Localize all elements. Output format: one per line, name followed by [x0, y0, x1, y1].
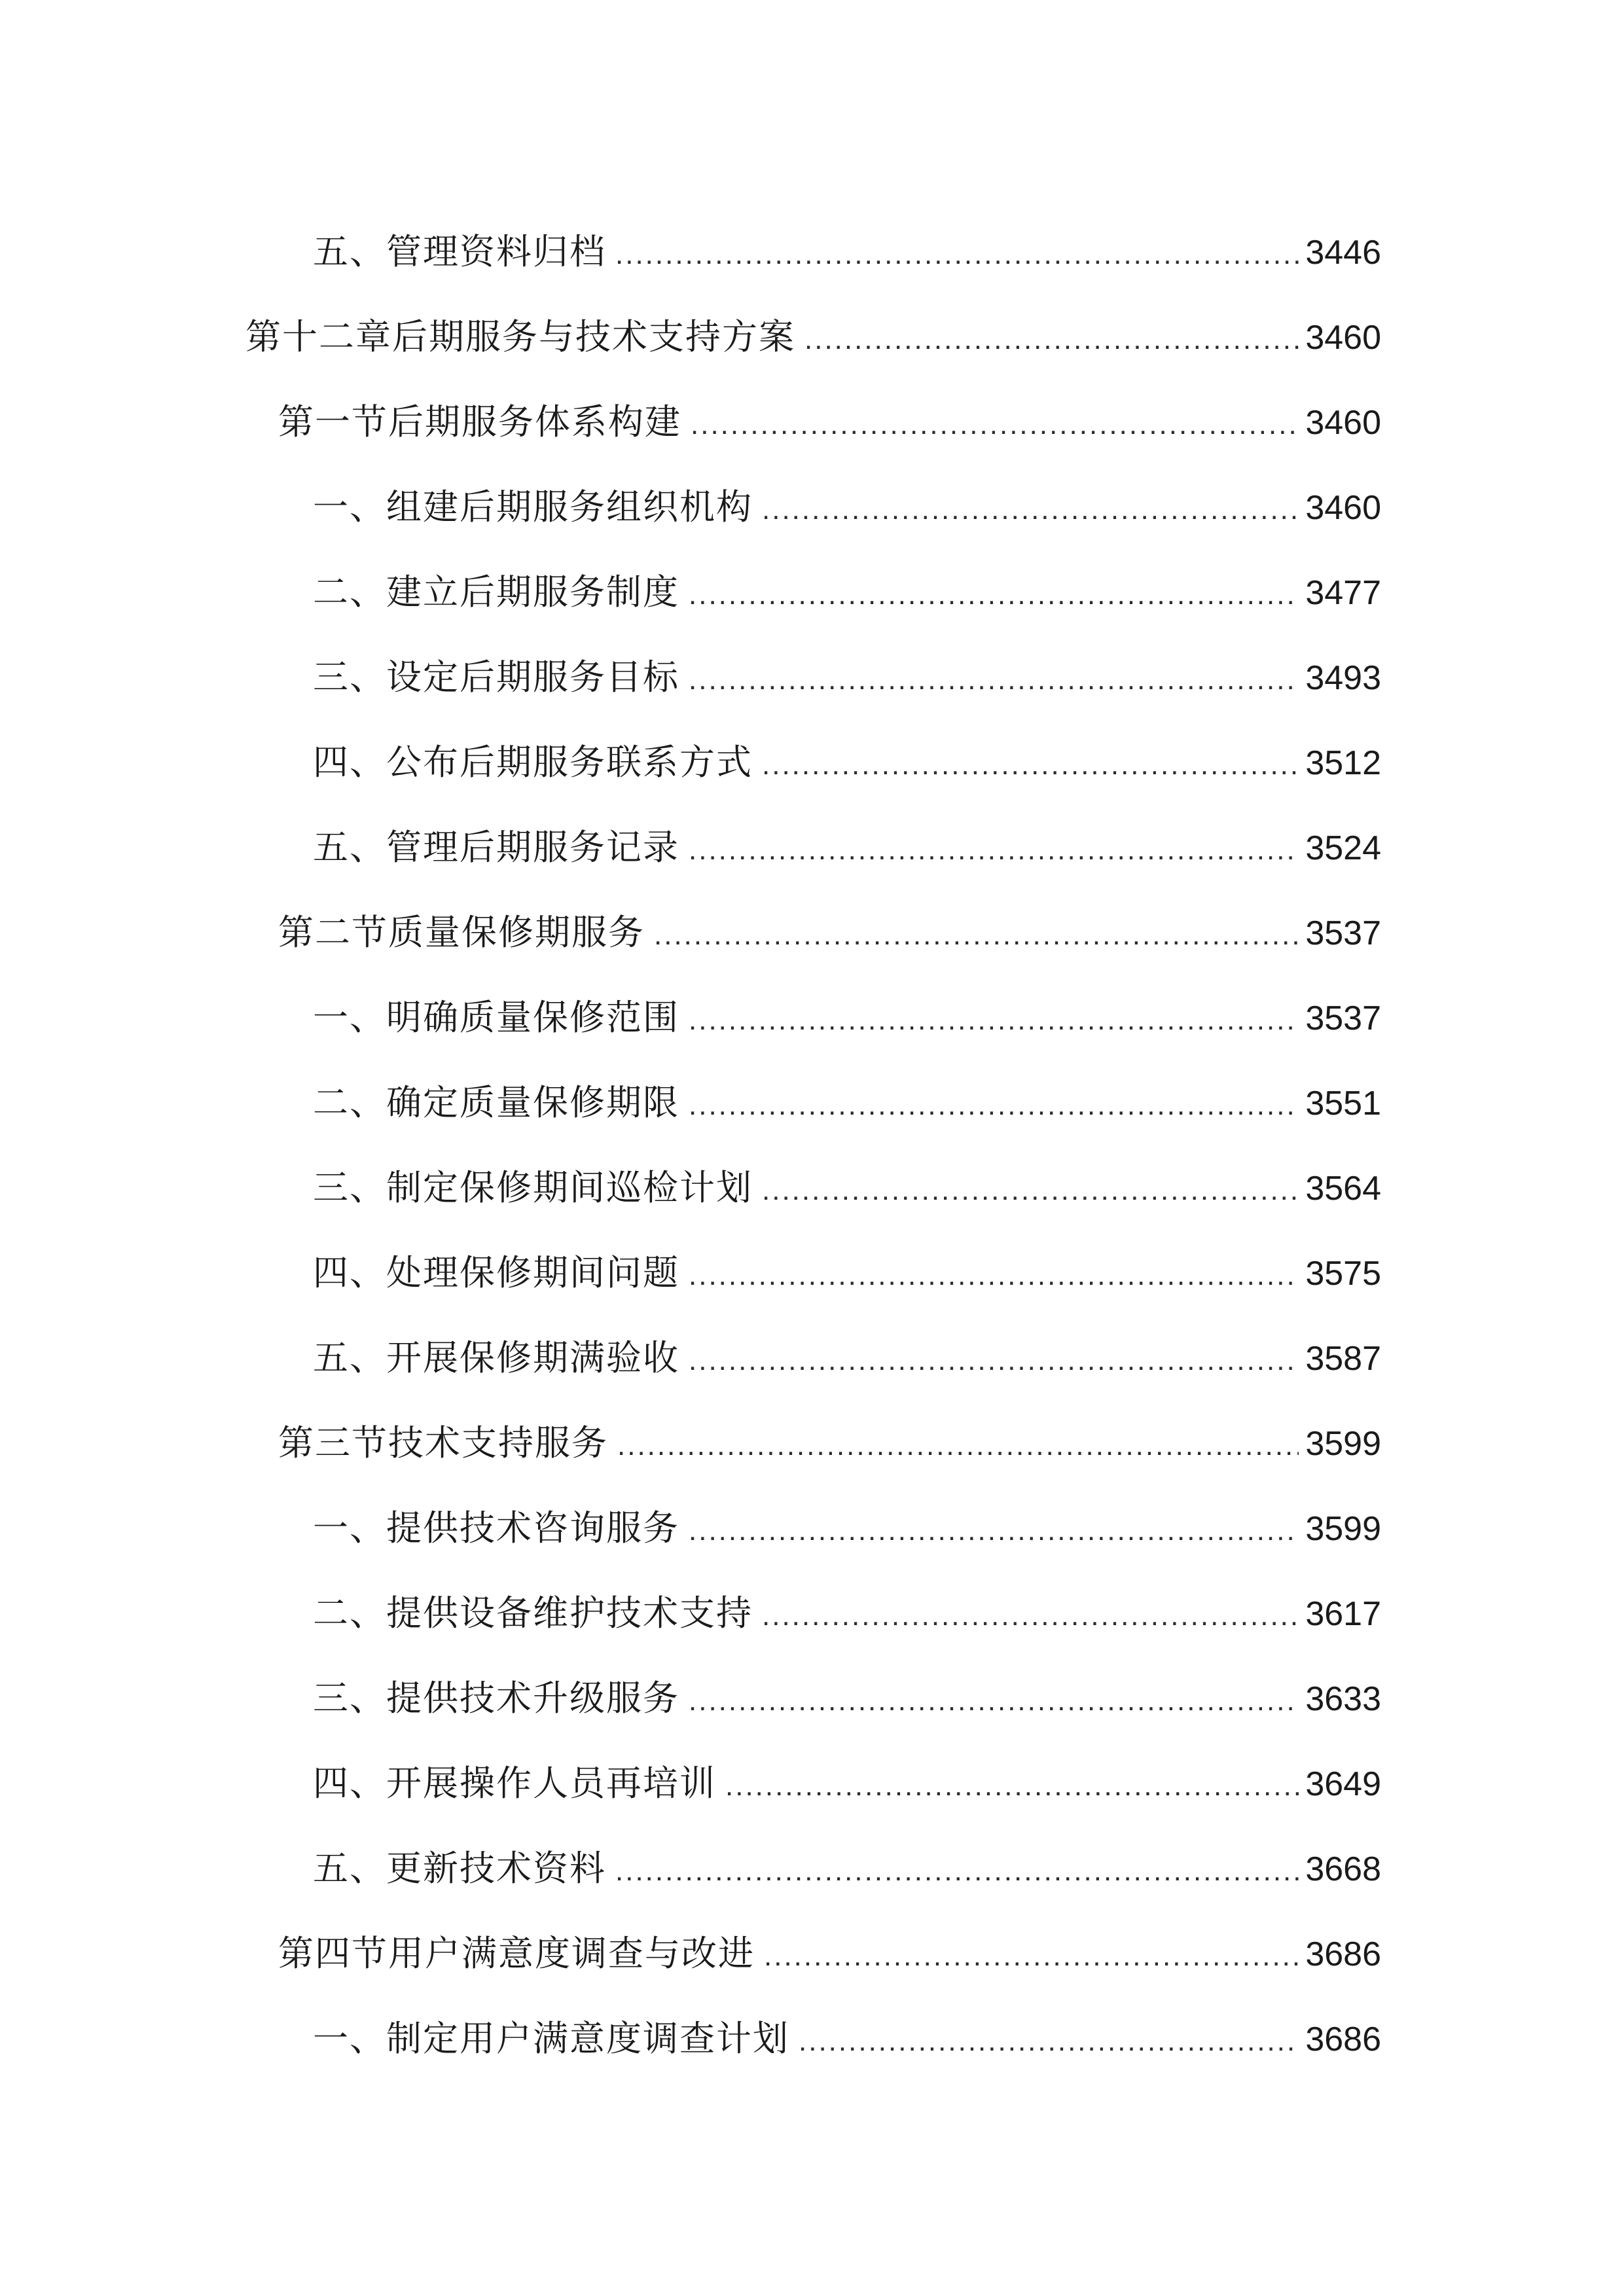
toc-entry-title: 一、制定用户满意度调查计划	[313, 2018, 789, 2059]
toc-entry-page-number: 3493	[1305, 659, 1381, 697]
toc-entry-page-number: 3668	[1305, 1850, 1381, 1888]
toc-entry	[0, 1145, 1381, 1230]
toc-entry-page-number: 3633	[1305, 1680, 1381, 1718]
dot-leader	[689, 978, 1299, 1063]
dot-leader	[689, 808, 1299, 893]
dot-leader	[691, 382, 1299, 467]
toc-entry-title: 二、确定质量保修期限	[313, 1082, 679, 1123]
toc-entry	[0, 380, 1381, 465]
dot-leader	[654, 893, 1299, 978]
toc-entry	[0, 975, 1381, 1060]
toc-entry-page-number: 3686	[1305, 2020, 1381, 2058]
toc-entry-page-number: 3575	[1305, 1255, 1381, 1293]
dot-leader	[689, 1659, 1299, 1744]
toc-entry-title: 第二节质量保修期服务	[278, 912, 645, 953]
toc-entry-page-number: 3460	[1305, 319, 1381, 357]
toc-entry-title: 一、提供技术咨询服务	[313, 1507, 679, 1549]
toc-entry	[0, 1826, 1381, 1911]
toc-entry-title: 三、提供技术升级服务	[313, 1677, 679, 1719]
toc-entry-title: 五、开展保修期满验收	[313, 1337, 679, 1378]
toc-entry	[0, 1060, 1381, 1145]
toc-entry-title: 四、公布后期服务联系方式	[313, 742, 753, 783]
dot-leader	[804, 297, 1299, 382]
toc-entry-title: 第十二章后期服务与技术支持方案	[245, 316, 795, 357]
toc-entry	[0, 465, 1381, 550]
toc-entry	[0, 805, 1381, 890]
toc-entry	[0, 1230, 1381, 1316]
toc-entry	[0, 1911, 1381, 1996]
toc-entry-title: 五、管理资料归档	[313, 231, 606, 272]
toc-entry-title: 第四节用户满意度调查与改进	[278, 1933, 755, 1974]
dot-leader	[762, 723, 1299, 808]
toc-entry-title: 二、提供设备维护技术支持	[313, 1592, 753, 1634]
dot-leader	[617, 1403, 1299, 1488]
toc-entry	[0, 635, 1381, 720]
toc-entry-title: 一、组建后期服务组织机构	[313, 486, 753, 528]
dot-leader	[762, 467, 1299, 552]
dot-leader	[764, 1914, 1299, 1999]
toc-entry-page-number: 3446	[1305, 234, 1381, 272]
toc-entry-page-number: 3686	[1305, 1935, 1381, 1973]
toc-entry-page-number: 3599	[1305, 1510, 1381, 1548]
toc-entry-page-number: 3537	[1305, 914, 1381, 952]
toc-entry-page-number: 3477	[1305, 574, 1381, 612]
toc-entry	[0, 890, 1381, 975]
toc-entry	[0, 1656, 1381, 1741]
dot-leader	[762, 1573, 1299, 1659]
dot-leader	[689, 1063, 1299, 1148]
dot-leader	[799, 1999, 1299, 2084]
toc-entry	[0, 295, 1381, 380]
toc-entry-page-number: 3460	[1305, 404, 1381, 442]
table-of-contents	[0, 209, 1624, 2081]
dot-leader	[689, 1233, 1299, 1318]
dot-leader	[725, 1744, 1299, 1829]
toc-entry-page-number: 3512	[1305, 744, 1381, 782]
toc-entry-title: 三、设定后期服务目标	[313, 656, 679, 698]
toc-entry-title: 四、开展操作人员再培训	[313, 1763, 716, 1804]
dot-leader	[689, 1488, 1299, 1573]
dot-leader	[615, 1829, 1299, 1914]
dot-leader	[762, 1148, 1299, 1233]
toc-entry	[0, 550, 1381, 635]
toc-entry-page-number: 3537	[1305, 999, 1381, 1037]
toc-entry-page-number: 3599	[1305, 1425, 1381, 1463]
toc-entry	[0, 1571, 1381, 1656]
dot-leader	[689, 1318, 1299, 1403]
toc-entry-title: 四、处理保修期间问题	[313, 1252, 679, 1293]
toc-entry	[0, 1741, 1381, 1826]
toc-entry	[0, 1486, 1381, 1571]
toc-entry-page-number: 3587	[1305, 1340, 1381, 1378]
toc-entry-page-number: 3460	[1305, 489, 1381, 527]
toc-entry-title: 五、管理后期服务记录	[313, 827, 679, 868]
dot-leader	[689, 552, 1299, 637]
dot-leader	[689, 637, 1299, 723]
toc-entry	[0, 1996, 1381, 2081]
toc-entry-title: 五、更新技术资料	[313, 1848, 606, 1889]
toc-entry	[0, 1401, 1381, 1486]
toc-entry	[0, 1316, 1381, 1401]
toc-entry-title: 第一节后期服务体系构建	[278, 401, 681, 442]
toc-entry	[0, 209, 1381, 295]
toc-entry-page-number: 3524	[1305, 829, 1381, 867]
toc-entry-page-number: 3617	[1305, 1595, 1381, 1633]
toc-entry	[0, 720, 1381, 805]
toc-entry-page-number: 3551	[1305, 1085, 1381, 1122]
toc-entry-title: 三、制定保修期间巡检计划	[313, 1167, 753, 1208]
toc-entry-title: 第三节技术支持服务	[278, 1422, 608, 1463]
toc-entry-page-number: 3564	[1305, 1170, 1381, 1208]
dot-leader	[615, 212, 1299, 297]
toc-entry-title: 二、建立后期服务制度	[313, 571, 679, 613]
toc-entry-title: 一、明确质量保修范围	[313, 997, 679, 1038]
toc-entry-page-number: 3649	[1305, 1765, 1381, 1803]
